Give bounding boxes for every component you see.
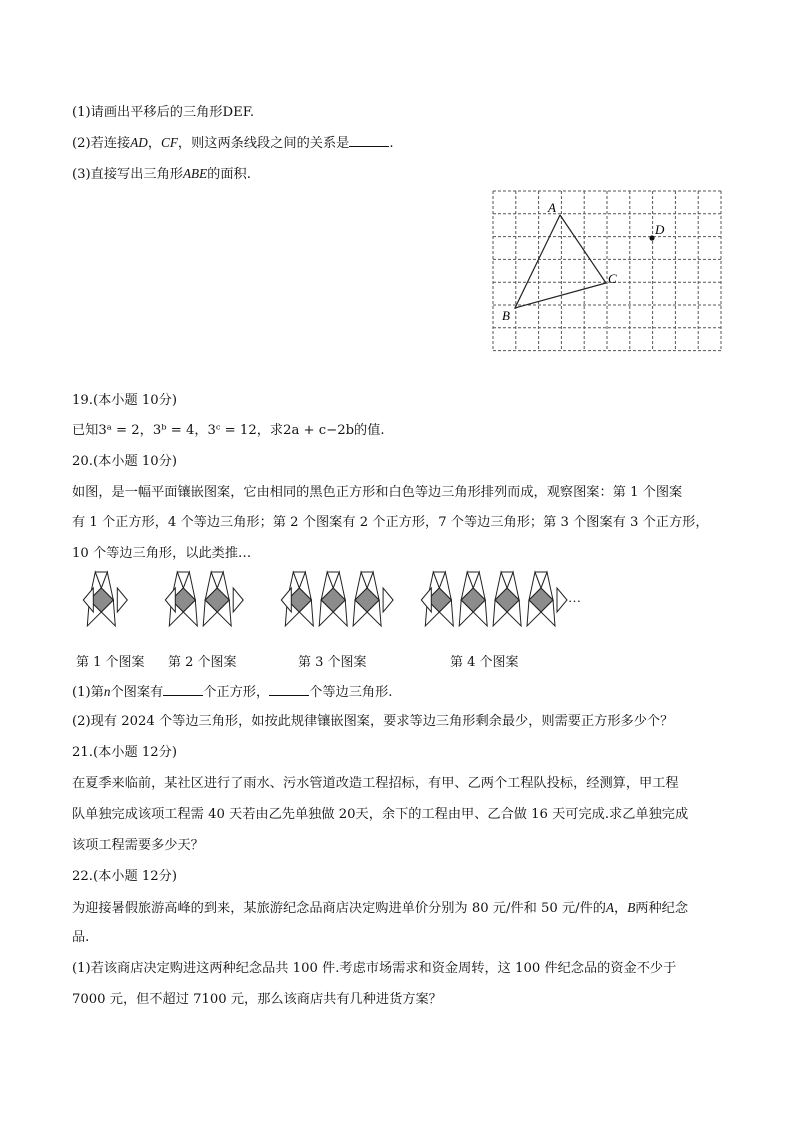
pattern-2: [165, 572, 243, 626]
q22-line2: 品.: [72, 930, 90, 945]
triangle-abc: [515, 215, 606, 308]
q20-part1-text: (1)第: [72, 685, 104, 700]
variable-n: n: [103, 684, 111, 699]
q20-line2: 有 1 个正方形，4 个等边三角形；第 2 个图案有 2 个正方形，7 个等边三角形；第 3 个图案有 3 个正方形，: [72, 515, 709, 530]
q20-part1-text-3: 个正方形，: [203, 685, 270, 700]
grid-figure: [490, 188, 725, 360]
grid-lines: [493, 191, 721, 351]
triangle: [557, 588, 567, 612]
q20-part2: (2)现有 2024 个等边三角形，如按此规律镶嵌图案，要求等边三角形剩余最少，则需要正方形多少个？: [72, 714, 674, 729]
q20-part1-text-2: 个图案有: [110, 685, 164, 700]
label-c: C: [608, 271, 617, 286]
caption-pattern-3: 第 3 个图案: [298, 655, 367, 670]
triangle-abc-outline: [515, 215, 606, 308]
q19-text: 已知3ᵃ = 2，3ᵇ = 4，3ᶜ = 12，求2a + c−2b的值.: [72, 423, 385, 438]
q22-line1-text-2: 两种纪念: [635, 901, 689, 916]
triangle-abe: ABE: [183, 166, 208, 181]
q22-header: 22.(本小题 12分): [72, 869, 177, 884]
triangle: [117, 588, 127, 612]
pattern-1: [83, 572, 127, 626]
pattern-ellipsis: …: [568, 590, 581, 605]
q18-part3-text: (3)直接写出三角形: [72, 167, 183, 182]
caption-pattern-1: 第 1 个图案: [76, 655, 145, 670]
item-b: B: [627, 900, 636, 915]
q21-header: 21.(本小题 12分): [72, 745, 177, 760]
q19-header: 19.(本小题 10分): [72, 393, 177, 408]
q20-part1-text-4: 个等边三角形.: [309, 685, 393, 700]
point-d: [649, 235, 654, 240]
q21-line2: 队单独完成该项工程需 40 天若由乙先单独做 20天，余下的工程由甲、乙合做 16 天可完成.求乙单独完成: [72, 807, 689, 822]
answer-blank-squares[interactable]: [163, 683, 203, 696]
segment-ad: AD: [130, 135, 148, 150]
q21-line3: 该项工程需要多少天？: [72, 838, 204, 853]
q22-line3: (1)若该商店决定购进这两种纪念品共 100 件.考虑市场需求和资金周转，这 100 件纪念品的资金不少于: [72, 961, 677, 976]
q18-part3-text-2: 的面积.: [207, 167, 251, 182]
label-b: B: [502, 308, 510, 323]
caption-pattern-4: 第 4 个图案: [450, 655, 519, 670]
label-a: A: [548, 200, 556, 215]
item-a: A: [605, 900, 615, 915]
tessellation-patterns: [60, 570, 620, 630]
comma: ，: [614, 901, 628, 916]
comma: ，: [147, 136, 162, 151]
answer-blank-triangles[interactable]: [269, 683, 309, 696]
caption-pattern-2: 第 2 个图案: [168, 655, 237, 670]
period: .: [389, 136, 394, 151]
q20-header: 20.(本小题 10分): [72, 454, 177, 469]
q22-line4: 7000 元，但不超过 7100 元，那么该商店共有几种进货方案？: [72, 992, 442, 1007]
segment-cf: CF: [161, 135, 178, 150]
q22-line1-text: 为迎接暑假旅游高峰的到来，某旅游纪念品商店决定购进单价分别为 80 元/件和 50 元/件的: [72, 901, 606, 916]
q20-line1: 如图，是一幅平面镶嵌图案，它由相同的黑色正方形和白色等边三角形排列而成，观察图案：第 1 个图案: [72, 485, 683, 500]
triangle: [233, 588, 243, 612]
q18-part3: [72, 165, 251, 184]
answer-blank[interactable]: [349, 134, 389, 147]
q21-line1: 在夏季来临前，某社区进行了雨水、污水管道改造工程招标，有甲、乙两个工程队投标，经测算，甲工程: [72, 776, 679, 791]
pattern-4: [421, 572, 567, 626]
q18-part2-text: (2)若连接: [72, 136, 131, 151]
q18-part2-text-2: ，则这两条线段之间的关系是: [177, 136, 350, 151]
q20-line3: 10 个等边三角形，以此类推…: [72, 546, 252, 561]
pattern-3: [281, 572, 393, 626]
q18-part1: (1)请画出平移后的三角形DEF.: [72, 105, 255, 120]
triangle: [383, 588, 393, 612]
label-d: D: [655, 222, 665, 237]
q22-line1: [72, 899, 688, 918]
q18-part2: [72, 134, 394, 153]
q20-part1: [72, 683, 392, 702]
